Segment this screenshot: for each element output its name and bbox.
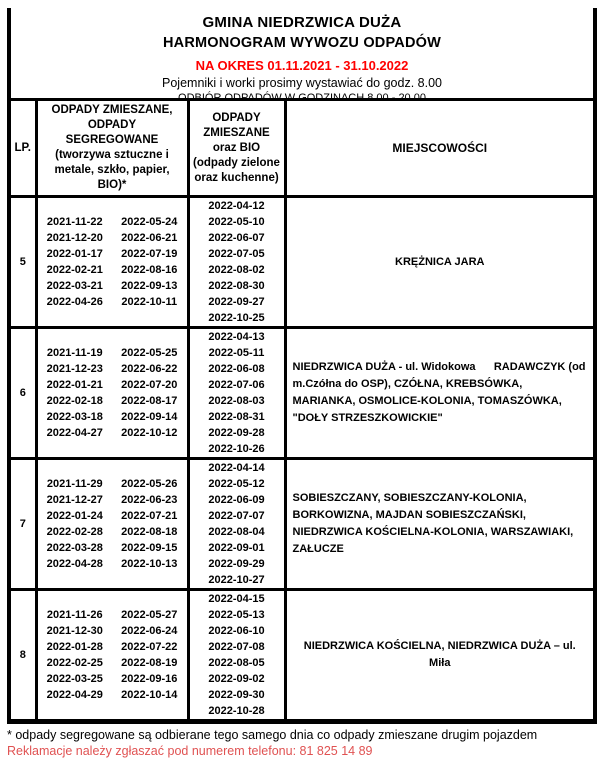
date-value: 2022-09-28 <box>208 427 265 439</box>
complaints-phone-note: Reklamacje należy zgłaszać pod numerem telefonu: 81 825 14 89 <box>7 744 373 758</box>
date-value: 2021-11-19 <box>46 347 103 359</box>
column-header-places: MIEJSCOWOŚCI <box>285 100 595 197</box>
date-value: 2022-10-13 <box>121 558 178 570</box>
date-value: 2022-09-29 <box>208 558 265 570</box>
date-value: 2022-05-26 <box>121 478 178 490</box>
table-row <box>9 459 595 590</box>
date-value: 2022-06-24 <box>121 625 178 637</box>
mixed-waste-dates-cell <box>36 328 188 459</box>
date-value: 2022-02-21 <box>46 264 103 276</box>
mixed-dates-left-list <box>38 214 113 310</box>
table-row <box>9 590 595 722</box>
date-value: 2022-06-10 <box>208 625 265 637</box>
bins-out-note: Pojemniki i worki prosimy wystawiać do godz. 8.00 <box>162 76 442 90</box>
date-value: 2022-09-27 <box>208 296 265 308</box>
date-value: 2022-06-21 <box>121 232 178 244</box>
date-value: 2022-07-22 <box>121 641 178 653</box>
date-value: 2021-11-22 <box>46 216 103 228</box>
date-value: 2022-04-14 <box>208 462 265 474</box>
bio-waste-dates-cell <box>188 590 285 722</box>
localities-cell: KRĘŻNICA JARA <box>285 197 595 328</box>
date-value: 2022-06-07 <box>208 232 265 244</box>
date-value: 2022-10-14 <box>121 689 178 701</box>
date-value: 2021-12-20 <box>46 232 103 244</box>
mixed-dates-right-list <box>112 214 187 310</box>
schedule-period: NA OKRES 01.11.2021 - 31.10.2022 <box>195 58 409 73</box>
row-number: 5 <box>9 197 36 328</box>
date-value: 2022-01-24 <box>46 510 103 522</box>
date-value: 2022-04-13 <box>208 331 265 343</box>
mixed-waste-dates-cell <box>36 197 188 328</box>
date-value: 2022-10-12 <box>121 427 178 439</box>
date-value: 2022-08-31 <box>208 411 265 423</box>
date-value: 2022-05-13 <box>208 609 265 621</box>
date-value: 2022-08-05 <box>208 657 265 669</box>
table-header-row <box>9 100 595 197</box>
date-value: 2021-11-29 <box>46 478 103 490</box>
date-value: 2022-09-30 <box>208 689 265 701</box>
date-value: 2022-04-28 <box>46 558 103 570</box>
date-value: 2022-08-19 <box>121 657 178 669</box>
localities-cell: SOBIESZCZANY, SOBIESZCZANY-KOLONIA, BORKOWIZNA, MAJDAN SOBIESZCZAŃSKI, NIEDRZWICA KOŚCIELNA-KOLONIA, WARSZAWIAKI, ZAŁUCZE <box>285 459 595 590</box>
date-value: 2022-08-03 <box>208 395 265 407</box>
column-header-mixed: ODPADY ZMIESZANE, ODPADY SEGREGOWANE (tworzywa sztuczne i metale, szkło, papier, BIO)* <box>36 100 188 197</box>
column-header-bio: ODPADY ZMIESZANE oraz BIO (odpady zielone oraz kuchenne) <box>188 100 285 197</box>
mixed-waste-dates-cell <box>36 459 188 590</box>
date-value: 2022-07-21 <box>121 510 178 522</box>
date-value: 2021-12-23 <box>46 363 103 375</box>
mixed-dates-right-list <box>112 607 187 703</box>
date-value: 2022-02-18 <box>46 395 103 407</box>
date-value: 2022-08-16 <box>121 264 178 276</box>
date-value: 2022-05-10 <box>208 216 265 228</box>
date-value: 2022-09-14 <box>121 411 178 423</box>
date-value: 2022-08-17 <box>121 395 178 407</box>
date-value: 2022-02-28 <box>46 526 103 538</box>
date-value: 2022-10-27 <box>208 574 265 586</box>
date-value: 2022-06-23 <box>121 494 178 506</box>
date-value: 2022-09-13 <box>121 280 178 292</box>
date-value: 2022-08-18 <box>121 526 178 538</box>
date-value: 2022-10-26 <box>208 443 265 455</box>
table-row <box>9 197 595 328</box>
document-header <box>7 8 597 104</box>
date-value: 2022-01-28 <box>46 641 103 653</box>
collection-hours-note: ODBIÓR ODPADÓW W GODZINACH 8.00 - 20.00 <box>178 92 426 104</box>
date-value: 2022-01-21 <box>46 379 103 391</box>
date-value: 2022-09-16 <box>121 673 178 685</box>
mixed-dates-left-list <box>38 476 113 572</box>
date-value: 2022-03-28 <box>46 542 103 554</box>
page-subtitle: HARMONOGRAM WYWOZU ODPADÓW <box>163 35 441 51</box>
date-value: 2022-07-07 <box>208 510 265 522</box>
segregated-waste-footnote: * odpady segregowane są odbierane tego samego dnia co odpady zmieszane drugim pojazdem <box>7 728 538 742</box>
date-value: 2022-01-17 <box>46 248 103 260</box>
date-value: 2022-10-25 <box>208 312 265 324</box>
date-value: 2022-04-15 <box>208 593 265 605</box>
date-value: 2022-02-25 <box>46 657 103 669</box>
date-value: 2022-08-02 <box>208 264 265 276</box>
date-value: 2022-07-20 <box>121 379 178 391</box>
date-value: 2021-12-30 <box>46 625 103 637</box>
date-value: 2022-07-19 <box>121 248 178 260</box>
date-value: 2021-12-27 <box>46 494 103 506</box>
date-value: 2022-05-24 <box>121 216 178 228</box>
mixed-dates-left-list <box>38 345 113 441</box>
date-value: 2022-07-06 <box>208 379 265 391</box>
column-header-lp: LP. <box>9 100 36 197</box>
page-title: GMINA NIEDRZWICA DUŻA <box>202 14 402 31</box>
date-value: 2022-09-01 <box>208 542 265 554</box>
row-number: 6 <box>9 328 36 459</box>
date-value: 2022-03-25 <box>46 673 103 685</box>
localities-cell: NIEDRZWICA KOŚCIELNA, NIEDRZWICA DUŻA – ul. Miła <box>285 590 595 722</box>
date-value: 2022-08-30 <box>208 280 265 292</box>
date-value: 2022-09-02 <box>208 673 265 685</box>
date-value: 2022-05-11 <box>208 347 265 359</box>
row-number: 8 <box>9 590 36 722</box>
date-value: 2022-10-28 <box>208 705 265 717</box>
bio-waste-dates-cell <box>188 328 285 459</box>
mixed-dates-right-list <box>112 345 187 441</box>
date-value: 2022-07-05 <box>208 248 265 260</box>
bio-waste-dates-cell <box>188 197 285 328</box>
date-value: 2022-07-08 <box>208 641 265 653</box>
date-value: 2022-06-22 <box>121 363 178 375</box>
date-value: 2022-06-08 <box>208 363 265 375</box>
schedule-document <box>7 8 597 759</box>
date-value: 2022-04-12 <box>208 200 265 212</box>
date-value: 2022-04-26 <box>46 296 103 308</box>
date-value: 2022-05-25 <box>121 347 178 359</box>
table-row <box>9 328 595 459</box>
date-value: 2022-03-21 <box>46 280 103 292</box>
date-value: 2022-05-27 <box>121 609 178 621</box>
mixed-waste-dates-cell <box>36 590 188 722</box>
mixed-dates-right-list <box>112 476 187 572</box>
date-value: 2022-04-29 <box>46 689 103 701</box>
date-value: 2022-05-12 <box>208 478 265 490</box>
date-value: 2022-10-11 <box>121 296 178 308</box>
mixed-dates-left-list <box>38 607 113 703</box>
date-value: 2021-11-26 <box>46 609 103 621</box>
localities-cell: NIEDRZWICA DUŻA - ul. Widokowa RADAWCZYK (od m.Czółna do OSP), CZÓŁNA, KREBSÓWKA, MARIANKA, OSMOLICE-KOLONIA, TOMASZÓWKA, "DOŁY STRZESZKOWICKIE" <box>285 328 595 459</box>
date-value: 2022-08-04 <box>208 526 265 538</box>
date-value: 2022-06-09 <box>208 494 265 506</box>
bio-waste-dates-cell <box>188 459 285 590</box>
waste-schedule-table <box>7 98 597 724</box>
date-value: 2022-04-27 <box>46 427 103 439</box>
row-number: 7 <box>9 459 36 590</box>
date-value: 2022-03-18 <box>46 411 103 423</box>
date-value: 2022-09-15 <box>121 542 178 554</box>
